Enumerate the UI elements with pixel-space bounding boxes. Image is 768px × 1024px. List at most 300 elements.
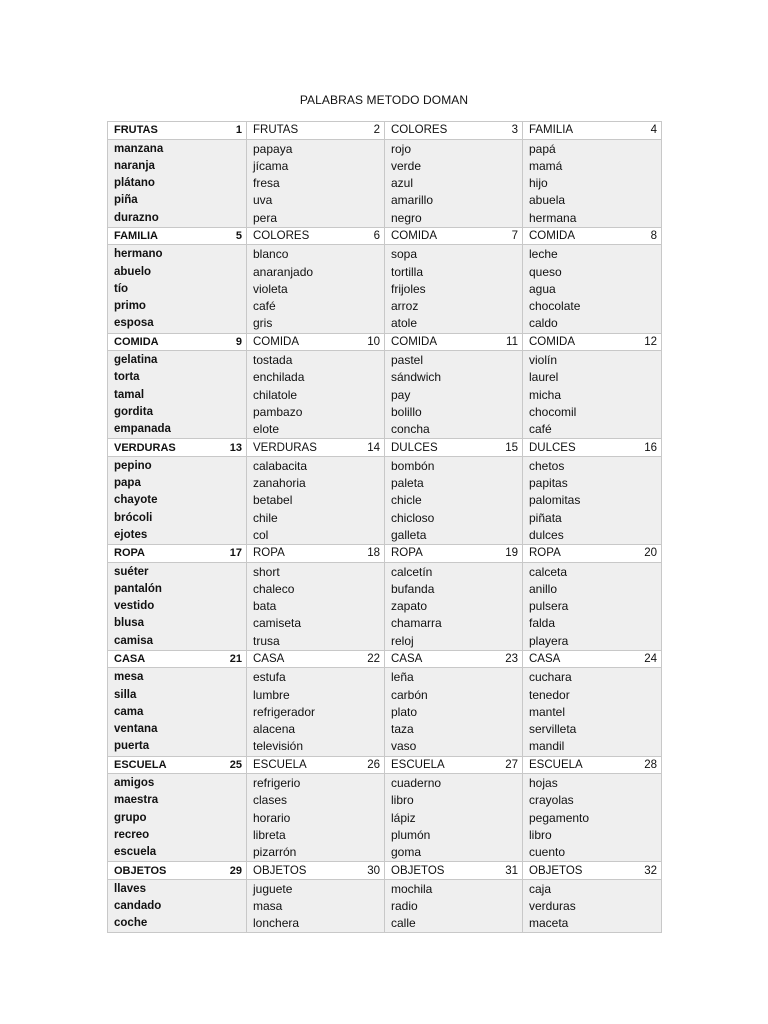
card-word: camiseta: [253, 616, 302, 631]
card-word: fresa: [253, 176, 280, 191]
card-word: enchilada: [253, 370, 305, 385]
card-word: chaleco: [253, 581, 295, 596]
card-word: chayote: [114, 494, 158, 507]
word-card: [385, 439, 523, 545]
card-word: radio: [391, 899, 418, 914]
card-word: refrigerio: [253, 776, 301, 790]
card-number: 23: [505, 653, 518, 665]
card-word: amarillo: [391, 193, 434, 208]
card-header: [247, 334, 384, 352]
card-category: COMIDA: [391, 335, 437, 348]
card-category: COMIDA: [529, 230, 575, 242]
card-word: goma: [391, 845, 422, 860]
card-word-list: [247, 140, 384, 227]
card-category: FRUTAS: [253, 124, 299, 137]
card-word-list: [385, 245, 522, 332]
card-word: taza: [391, 722, 414, 737]
page-title: PALABRAS METODO DOMAN: [299, 93, 469, 107]
card-word: falda: [529, 616, 556, 631]
card-word: calle: [391, 916, 416, 931]
card-word: papitas: [529, 476, 568, 491]
card-word-list: [108, 774, 246, 861]
card-word: trusa: [253, 633, 280, 648]
card-word: café: [529, 422, 552, 437]
card-word: vestido: [114, 600, 155, 613]
card-category: CASA: [253, 653, 285, 665]
card-header: [385, 651, 522, 669]
card-number: 22: [367, 653, 380, 665]
card-word: maestra: [114, 794, 159, 807]
card-word: recreo: [114, 828, 150, 841]
card-word: cuaderno: [391, 776, 442, 790]
card-word-list: [523, 668, 661, 755]
card-word: reloj: [391, 633, 414, 648]
card-word: concha: [391, 422, 430, 437]
card-word: cuchara: [529, 670, 572, 685]
card-number: 24: [644, 653, 657, 665]
word-card: [523, 122, 662, 228]
card-word: vaso: [391, 739, 417, 754]
card-header: [385, 439, 522, 457]
card-word: ejotes: [114, 528, 148, 541]
card-header: [523, 439, 661, 457]
card-word: azul: [391, 176, 414, 191]
card-number: 4: [650, 124, 657, 137]
word-card: [247, 757, 385, 863]
word-card: [385, 757, 523, 863]
card-word: piñata: [529, 510, 562, 525]
word-card: [247, 122, 385, 228]
card-word: papa: [114, 477, 141, 490]
card-category: COMIDA: [529, 335, 575, 348]
card-category: FAMILIA: [529, 124, 574, 137]
card-header: [385, 122, 522, 140]
card-word: llaves: [114, 882, 146, 895]
card-word-list: [247, 351, 384, 438]
card-word: primo: [114, 300, 146, 313]
card-number: 9: [235, 335, 242, 348]
card-header: [523, 862, 661, 880]
card-word: tamal: [114, 388, 145, 401]
card-word: libreta: [253, 827, 286, 842]
card-header: [385, 228, 522, 246]
card-word: short: [253, 564, 280, 579]
card-word: pepino: [114, 459, 152, 472]
card-category: FRUTAS: [114, 124, 158, 137]
card-word: frijoles: [391, 281, 426, 296]
card-word: tenedor: [529, 687, 570, 702]
card-header: [108, 334, 246, 352]
card-word: jícama: [253, 158, 289, 173]
card-number: 32: [644, 864, 657, 877]
card-word: mesa: [114, 671, 144, 684]
card-word: pastel: [391, 353, 424, 367]
card-word: verduras: [529, 899, 576, 914]
card-word: tostada: [253, 353, 293, 367]
card-word: papaya: [253, 141, 293, 156]
card-category: COLORES: [391, 124, 448, 137]
card-header: [108, 122, 246, 140]
card-word: micha: [529, 387, 562, 402]
card-header: [247, 439, 384, 457]
card-word: pantalón: [114, 582, 162, 595]
card-word: mochila: [391, 881, 433, 896]
card-word: candado: [114, 900, 162, 913]
word-card: [108, 545, 247, 651]
card-number: 5: [235, 230, 242, 242]
card-word: lonchera: [253, 916, 300, 931]
card-number: 13: [229, 441, 242, 454]
card-word: atole: [391, 316, 418, 331]
card-word: crayolas: [529, 793, 574, 808]
word-card: [385, 545, 523, 651]
card-word: abuelo: [114, 265, 152, 278]
card-word-list: [108, 140, 246, 227]
card-header: [523, 651, 661, 669]
card-word: durazno: [114, 211, 159, 224]
card-word: servilleta: [529, 722, 577, 737]
word-card: [247, 228, 385, 334]
card-category: ROPA: [391, 547, 423, 560]
card-word: pambazo: [253, 404, 303, 419]
card-word: leña: [391, 670, 414, 685]
card-category: COLORES: [253, 230, 310, 242]
card-number: 20: [644, 547, 657, 560]
card-word-list: [385, 774, 522, 861]
word-card: [247, 439, 385, 545]
card-word: brócoli: [114, 511, 153, 524]
card-word: alacena: [253, 722, 296, 737]
word-card: [247, 545, 385, 651]
card-word: suéter: [114, 565, 149, 578]
card-header: [247, 545, 384, 563]
card-word: gelatina: [114, 354, 158, 366]
card-word-list: [108, 457, 246, 544]
card-header: [523, 228, 661, 246]
card-word: calceta: [529, 564, 568, 579]
card-word-list: [385, 668, 522, 755]
card-word: televisión: [253, 739, 304, 754]
card-number: 14: [367, 441, 380, 454]
card-number: 19: [505, 547, 518, 560]
card-category: COMIDA: [253, 335, 299, 348]
card-header: [523, 545, 661, 563]
card-word: cuento: [529, 845, 566, 860]
card-word-list: [108, 563, 246, 650]
card-header: [108, 228, 246, 246]
card-word: laurel: [529, 370, 559, 385]
card-word: naranja: [114, 159, 155, 172]
card-word: clases: [253, 793, 288, 808]
card-header: [247, 757, 384, 775]
word-card: [247, 862, 385, 933]
card-category: CASA: [114, 653, 146, 665]
card-number: 26: [367, 758, 380, 771]
word-card: [523, 862, 662, 933]
card-word-list: [523, 351, 661, 438]
card-word: pera: [253, 210, 278, 225]
card-word: galleta: [391, 527, 427, 542]
card-word: escuela: [114, 846, 157, 859]
card-category: OBJETOS: [391, 864, 445, 877]
word-card: [108, 122, 247, 228]
card-category: VERDURAS: [114, 441, 176, 454]
card-word-list: [385, 563, 522, 650]
card-word: libro: [391, 793, 414, 808]
card-category: FAMILIA: [114, 230, 158, 242]
card-word: anaranjado: [253, 264, 314, 279]
card-word: blanco: [253, 247, 289, 262]
card-word: hojas: [529, 776, 558, 790]
card-word: hermano: [114, 248, 163, 261]
word-card: [523, 757, 662, 863]
card-header: [385, 757, 522, 775]
card-word-list: [108, 245, 246, 332]
card-word: leche: [529, 247, 558, 262]
card-number: 16: [644, 441, 657, 454]
word-card: [523, 334, 662, 440]
card-word: paleta: [391, 476, 424, 491]
card-word: ventana: [114, 723, 158, 736]
card-word: abuela: [529, 193, 566, 208]
card-word: tortilla: [391, 264, 424, 279]
card-word: grupo: [114, 811, 147, 824]
card-category: ROPA: [529, 547, 561, 560]
card-word-list: [523, 245, 661, 332]
card-word-list: [385, 140, 522, 227]
card-word: chicle: [391, 493, 422, 508]
card-word-list: [523, 563, 661, 650]
card-category: COMIDA: [391, 230, 437, 242]
card-word: lumbre: [253, 687, 290, 702]
word-card: [385, 122, 523, 228]
word-card: [108, 757, 247, 863]
card-word: sándwich: [391, 370, 442, 385]
card-word: plumón: [391, 827, 431, 842]
word-card: [108, 651, 247, 757]
card-word: chocolate: [529, 299, 581, 314]
card-word: negro: [391, 210, 422, 225]
card-category: OBJETOS: [529, 864, 583, 877]
card-word: hermana: [529, 210, 577, 225]
card-word: cama: [114, 705, 144, 718]
card-word-list: [247, 668, 384, 755]
card-header: [247, 651, 384, 669]
card-category: ESCUELA: [114, 758, 167, 771]
card-word: uva: [253, 193, 273, 208]
card-word-list: [523, 457, 661, 544]
word-card: [247, 334, 385, 440]
word-card: [108, 228, 247, 334]
card-word-list: [385, 457, 522, 544]
card-word: mandil: [529, 739, 565, 754]
card-word-list: [247, 880, 384, 933]
card-word-list: [108, 880, 246, 933]
card-category: CASA: [391, 653, 423, 665]
card-word: torta: [114, 371, 140, 384]
card-word: violín: [529, 353, 558, 367]
word-card-table: [107, 121, 662, 933]
card-category: DULCES: [529, 441, 576, 454]
word-card: [523, 545, 662, 651]
card-word: plátano: [114, 177, 155, 190]
card-word: hijo: [529, 176, 548, 191]
card-header: [108, 545, 246, 563]
card-number: 1: [235, 124, 242, 137]
card-word: pay: [391, 387, 411, 402]
card-word: juguete: [253, 881, 293, 896]
card-header: [108, 757, 246, 775]
card-word: tío: [114, 282, 129, 295]
card-word: agua: [529, 281, 556, 296]
card-word: maceta: [529, 916, 569, 931]
card-header: [247, 228, 384, 246]
card-word: gris: [253, 316, 273, 331]
card-category: ROPA: [253, 547, 285, 560]
card-number: 2: [373, 124, 380, 137]
card-number: 21: [229, 653, 242, 665]
card-word: lápiz: [391, 810, 416, 825]
card-number: 3: [511, 124, 518, 137]
card-word: silla: [114, 688, 137, 701]
card-category: COMIDA: [114, 335, 159, 348]
card-word: dulces: [529, 527, 564, 542]
word-card: [247, 651, 385, 757]
card-word: gordita: [114, 405, 153, 418]
card-number: 31: [505, 864, 518, 877]
card-word: pizarrón: [253, 845, 297, 860]
card-word: col: [253, 527, 269, 542]
card-word: horario: [253, 810, 291, 825]
card-number: 8: [650, 230, 657, 242]
card-category: ROPA: [114, 547, 145, 560]
word-card: [108, 334, 247, 440]
card-word: mantel: [529, 704, 566, 719]
card-number: 17: [229, 547, 242, 560]
card-word: queso: [529, 264, 562, 279]
card-header: [108, 439, 246, 457]
card-number: 10: [367, 335, 380, 348]
card-number: 18: [367, 547, 380, 560]
card-category: OBJETOS: [114, 864, 167, 877]
card-word: rojo: [391, 141, 412, 156]
card-header: [247, 122, 384, 140]
card-number: 29: [229, 864, 242, 877]
card-word: anillo: [529, 581, 558, 596]
card-word: carbón: [391, 687, 428, 702]
card-word: chamarra: [391, 616, 442, 631]
card-word: refrigerador: [253, 704, 316, 719]
card-word: caldo: [529, 316, 558, 331]
card-word: calcetín: [391, 564, 433, 579]
card-word: café: [253, 299, 276, 314]
card-category: ESCUELA: [391, 758, 445, 771]
card-word: papá: [529, 141, 556, 156]
word-card: [108, 862, 247, 933]
card-header: [523, 757, 661, 775]
card-category: ESCUELA: [253, 758, 307, 771]
card-word: estufa: [253, 670, 286, 685]
card-word: sopa: [391, 247, 418, 262]
card-word: chile: [253, 510, 278, 525]
card-header: [247, 862, 384, 880]
card-word: chocomil: [529, 404, 577, 419]
card-header: [385, 862, 522, 880]
card-word: blusa: [114, 617, 145, 630]
card-word-list: [523, 774, 661, 861]
card-word-list: [385, 351, 522, 438]
card-word: arroz: [391, 299, 419, 314]
card-word: chicloso: [391, 510, 435, 525]
card-header: [108, 862, 246, 880]
card-header: [108, 651, 246, 669]
card-category: CASA: [529, 653, 561, 665]
card-word: elote: [253, 422, 280, 437]
card-header: [523, 334, 661, 352]
card-word: masa: [253, 899, 283, 914]
card-header: [523, 122, 661, 140]
card-word: bombón: [391, 458, 435, 473]
card-word: betabel: [253, 493, 293, 508]
card-word: zanahoria: [253, 476, 306, 491]
word-card: [385, 334, 523, 440]
card-word: zapato: [391, 599, 428, 614]
card-word-list: [108, 668, 246, 755]
card-word-list: [108, 351, 246, 438]
card-word-list: [523, 880, 661, 933]
card-number: 11: [506, 335, 518, 348]
card-number: 25: [229, 758, 242, 771]
card-word: bolillo: [391, 404, 422, 419]
card-header: [385, 334, 522, 352]
card-word: esposa: [114, 317, 154, 330]
card-category: OBJETOS: [253, 864, 307, 877]
card-number: 15: [505, 441, 518, 454]
card-number: 28: [644, 758, 657, 771]
card-number: 30: [367, 864, 380, 877]
card-word: coche: [114, 917, 148, 930]
card-word: calabacita: [253, 458, 308, 473]
card-word: plato: [391, 704, 418, 719]
word-card: [385, 228, 523, 334]
card-word: pulsera: [529, 599, 569, 614]
card-word: chilatole: [253, 387, 298, 402]
card-word: amigos: [114, 777, 155, 789]
card-category: ESCUELA: [529, 758, 583, 771]
card-word-list: [247, 457, 384, 544]
card-word: bata: [253, 599, 277, 614]
card-word: caja: [529, 881, 552, 896]
word-card: [385, 862, 523, 933]
card-word: camisa: [114, 634, 154, 647]
card-word: palomitas: [529, 493, 581, 508]
card-word: violeta: [253, 281, 288, 296]
card-word: puerta: [114, 740, 150, 753]
card-word-list: [247, 563, 384, 650]
card-number: 27: [505, 758, 518, 771]
card-word: piña: [114, 194, 138, 207]
card-word-list: [385, 880, 522, 933]
card-word: pegamento: [529, 810, 590, 825]
card-word: manzana: [114, 142, 164, 155]
card-word: bufanda: [391, 581, 435, 596]
word-card: [108, 439, 247, 545]
card-word-list: [523, 140, 661, 227]
word-card: [523, 228, 662, 334]
card-word: chetos: [529, 458, 565, 473]
card-word: verde: [391, 158, 422, 173]
card-header: [385, 545, 522, 563]
